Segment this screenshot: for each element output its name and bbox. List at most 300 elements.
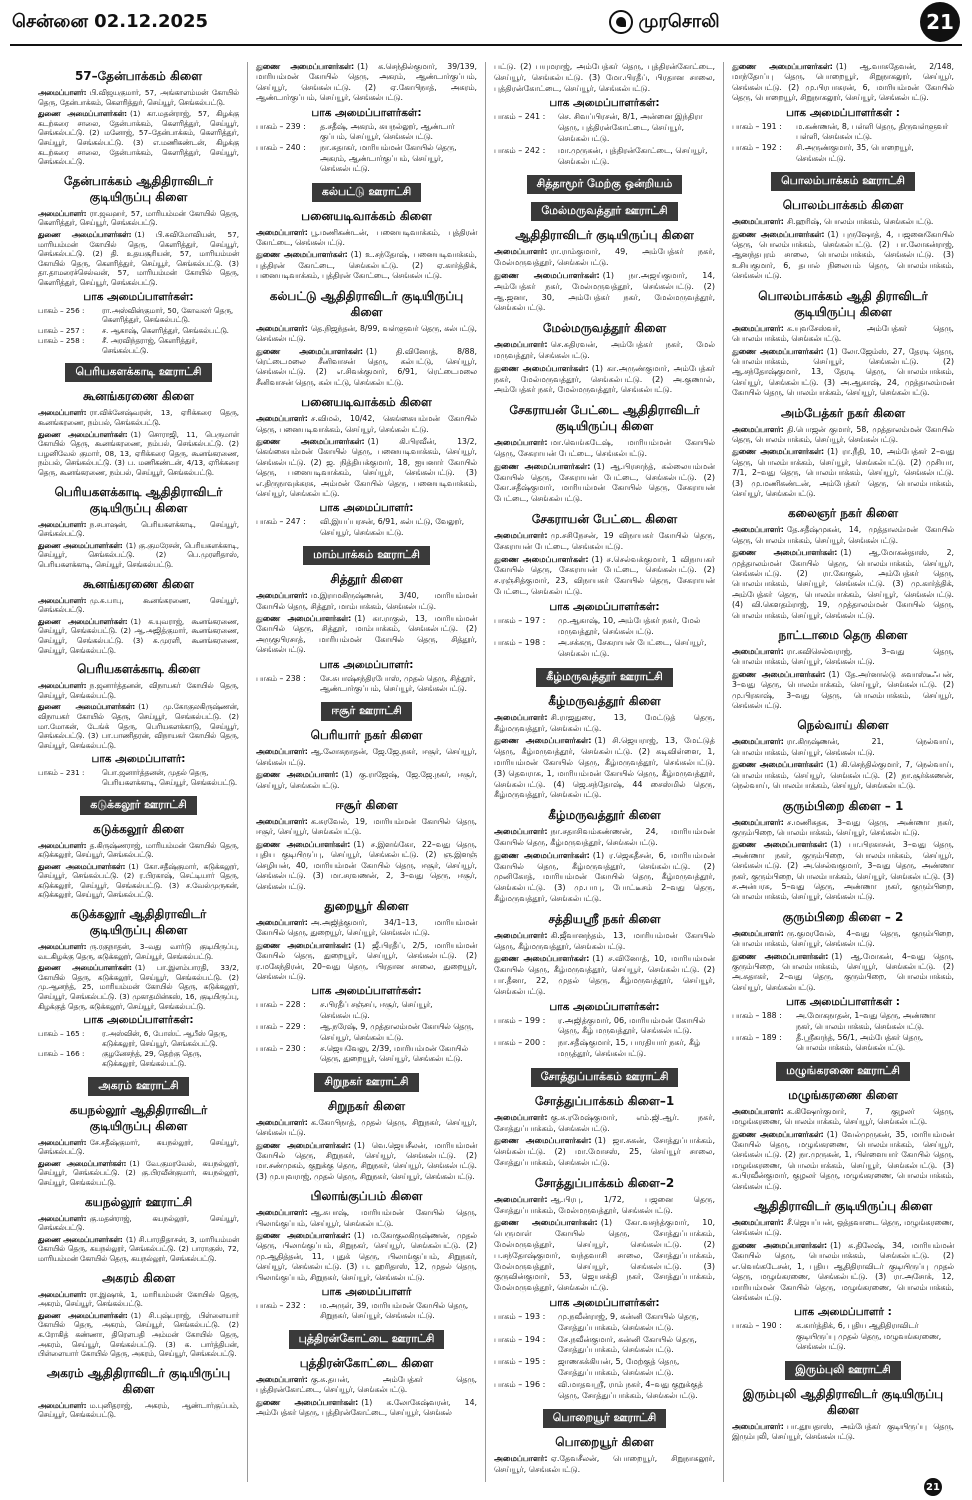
role-label: துணை அமைப்பாளர்கள்: xyxy=(38,1158,127,1168)
branch-heading: பெரியார் நகர் கிளை xyxy=(310,728,423,743)
booth-number: பாகம் – 241 : xyxy=(494,112,546,122)
member-entry xyxy=(732,818,954,839)
member-entry xyxy=(732,324,954,345)
role-label: அமைப்பாளர்: xyxy=(494,247,548,257)
entry-text: (1) சி.புஷ்பராஜ், பிள்ளையார் கோயில் தெரு, அகரம், செய்யூர், செங்கல்பட்டு. (2) க.ரோகித் கண்ணா, திரௌபதி அம்மன் கோயில் தெரு, அகரம், செய்யூர், செங்கல்பட்டு. (3) க. பார்த்திபன், பிள்ளையார் கோயில் தெரு, அகரம், செய்யூர், செங்கல்பட்டு. xyxy=(38,1310,240,1359)
entry-text: பட்டு. (2) பயுமராஜ், அம்பேத்கர் தெரு, புத்திரன்கோட்டை, செய்யூர், செங்கல்பட்டு. (3) மோ.பிரதீப், பிரதான சாலை, புத்திரன்கோட்டை, செய்யூர், செங்கல்பட்டு. xyxy=(494,62,715,93)
entry-text: கு.சு.தயன், அம்பேத்கர் தெரு, புத்திரன்கோட்டை, செய்யூர், செங்கல்பட்டு. xyxy=(256,1374,477,1395)
entry-text: ம.புனிதராஜ், அகரம், ஆண்டார்குப்பம், செய்யூர், செங்கல்பட்டு. xyxy=(38,1400,239,1420)
member-entry xyxy=(38,1311,239,1359)
role-label: அமைப்பாளர்: xyxy=(38,942,87,952)
subheading: பாக அமைப்பாளர்: xyxy=(319,502,414,515)
section-banner: சோத்துப்பாக்கம் ஊராட்சி xyxy=(531,1068,679,1087)
branch-heading: நாட்டாமை தெரு கிளை xyxy=(778,628,908,643)
booth-entry xyxy=(38,1029,239,1048)
subheading: பாக அமைப்பாளர்: xyxy=(319,658,414,671)
booth-text: ஜாணகக்கியன், 5, மேற்குத் தெரு, சோத்துப்பாக்கம், செங்கல்பட்டு. xyxy=(558,1357,680,1377)
member-entry xyxy=(494,1218,715,1294)
booth-entry xyxy=(256,1044,477,1065)
member-entry xyxy=(494,340,715,362)
entry-text: ஆ.பிரபு, 1/72, பஜனை தெரு, சோத்துப்பாக்கம், மேல்மருவத்தூர், செங்கல்பட்டு. xyxy=(494,1194,715,1215)
role-label: அமைப்பாளர்: xyxy=(256,1117,308,1127)
member-entry xyxy=(256,1398,477,1419)
section-banner: கீழ்மருவத்தூர் ஊராட்சி xyxy=(536,668,672,687)
role-label: துணை அமைப்பாளர்கள்: xyxy=(494,554,589,564)
section-banner: மழுங்கரணை ஊராட்சி xyxy=(776,1062,910,1081)
newspaper-name: முரசொலி xyxy=(638,10,720,32)
role-label: அமைப்பாளர்: xyxy=(494,827,548,837)
section-banner: சித்தாமூர் மேற்கு ஒன்றியம் xyxy=(527,175,683,194)
role-label: அமைப்பாளர்: xyxy=(732,323,784,333)
entry-text: (1) ரா.நீதி, 10, அம்பேத்கர் 2–வது தெரு, பொலம்பாக்கம், செய்யூர், செங்கல்பட்டு. (2) முசியா, 7/1, 2–வது தெரு, பொலம்பாக்கம், செய்யூர், செங்கல்பட்டு. (3) மு.மணிகண்டன், அம்பேத்கர் தெரு, பொலம்பாக்கம், செய்யூர், செங்கல்பட்டு. xyxy=(732,447,954,498)
booth-entry xyxy=(256,674,477,695)
branch-heading: ஈசூர் கிளை xyxy=(335,798,398,813)
branch-heading: சித்தூர் கிளை xyxy=(330,572,403,587)
entry-text: ஆ.லோகநாதன், ஜே.ஜே.நகர், ஈசூர், செய்யூர், செங்கல்பட்டு. xyxy=(256,747,477,767)
member-entry xyxy=(38,681,239,700)
member-entry xyxy=(494,713,715,735)
booth-number: பாகம் – 193 : xyxy=(494,1311,546,1321)
entry-text: (1) வே.குமரவேல், கயநல்லூர், செய்யூர், செங்கல்பட்டு. (2) கு.பிரவீன்குமார், கயநல்லூர், செய்யூர், செங்கல்பட்டு. xyxy=(38,1158,239,1187)
branch-heading: கயநல்லூர் ஆதிதிராவிடர் குடியிருப்பு கிளை xyxy=(69,1102,208,1133)
member-entry xyxy=(732,217,954,227)
role-label: அமைப்பாளர்: xyxy=(494,1194,548,1204)
branch-heading: புத்திரன்கோட்டை கிளை xyxy=(299,1355,434,1370)
booth-entry xyxy=(494,1380,715,1402)
member-entry xyxy=(256,614,477,656)
branch-heading: ஆதிதிராவிடர் குடியிருப்பு கிளை xyxy=(753,1199,933,1214)
branch-heading: மேல்மருவத்தூர் கிளை xyxy=(542,321,667,336)
booth-text: ஆ.நரேஷ், 9, முத்தாலம்மன் கோயில் தெரு, செய்யூர், செங்கல்பட்டு. xyxy=(320,1022,474,1042)
booth-text: மு.ஆகாஷ், 10, அம்பேத்கர் நகர், மேல் மருவத்தூர், செங்கல்பட்டு. xyxy=(558,615,701,636)
article-columns xyxy=(10,62,962,1482)
booth-number: பாகம் – 231 : xyxy=(38,768,85,778)
booth-text: ச.ஜெயவேலு, 2/39, மாரியம்மன் கோயில் தெரு, துறையூர், செய்யூர், செங்கல்பட்டு. xyxy=(320,1043,468,1064)
booth-number: பாகம் – 228 : xyxy=(256,1000,306,1010)
role-label: அமைப்பாளர்: xyxy=(38,208,87,218)
section-banner: மாம்பாக்கம் ஊராட்சி xyxy=(303,546,430,565)
branch-heading: சேகராயன் பேட்டை ஆதிதிராவிடர் குடியிருப்பு கிளை xyxy=(509,403,700,434)
booth-entry xyxy=(732,143,954,164)
role-label: அமைப்பாளர்: xyxy=(494,1454,548,1464)
member-entry xyxy=(256,324,477,345)
member-entry xyxy=(732,525,954,546)
role-label: துணை அமைப்பாளர்கள்: xyxy=(494,954,590,964)
booth-number: பாகம் – 199 : xyxy=(494,1015,546,1025)
branch-heading: பெரியகளக்காடி ஆதிதிராவிடர் குடியிருப்பு கிளை xyxy=(54,484,223,515)
role-label: அமைப்பாளர்: xyxy=(256,747,308,757)
entry-text: ரா.விக்னேஷ்வரன், 13, ஏரிக்கரை தெரு, கூனங்கரணை, நம்பல், செங்கல்பட்டு. xyxy=(38,408,239,428)
subheading: பாக அமைப்பாளர்கள்: xyxy=(549,1000,660,1013)
member-entry xyxy=(732,647,954,668)
booth-number: பாகம் – 256 : xyxy=(38,305,85,315)
role-label: துணை அமைப்பாளர்கள்: xyxy=(256,1397,359,1407)
role-label: துணை அமைப்பாளர்கள்: xyxy=(732,447,825,457)
member-entry xyxy=(38,702,239,750)
subheading: பாக அமைப்பாளர்கள் : xyxy=(786,996,900,1009)
member-entry xyxy=(38,1235,239,1264)
booth-number: பாகம் – 191 : xyxy=(732,121,782,131)
booth-number: பாகம் – 229 : xyxy=(256,1022,306,1032)
footer-page-number: 21 xyxy=(924,1478,942,1496)
entry-text: (1) கோ.வசந்த்குமார், 10, பெருமாள் கோயில் தெரு, சோத்துப்பாக்கம், மேல்மருவத்தூர், செய்யூர், செங்கல்பட்டு. (2) ப.சந்தோஷ்குமார், வந்தவாசி சாலை, சோத்துப்பாக்கம், மேல்மருவத்தூர், செய்யூர், செங்கல்பட்டு. (3) குருவின்குமார், 53, ஜெயசக்தி நகர், சோத்துப்பாக்கம், மேல்மருவத்தூர், செங்கல்பட்டு. xyxy=(494,1218,715,1293)
booth-text: ச. ஆகாஷ், கௌரித்துர், செங்கல்பட்டு. xyxy=(102,325,229,335)
booth-number: பாகம் – 166 : xyxy=(38,1049,85,1059)
booth-number: பாகம் – 230 : xyxy=(256,1043,306,1053)
booth-entry xyxy=(38,336,239,355)
branch-heading: கீழ்மருவத்தூர் கிளை xyxy=(548,808,661,823)
booth-text: ர.அஜித்குமார், 06, மாரியம்மன் கோயில் தெரு, கீழ் மருவத்தூர், செங்கல்பட்டு. xyxy=(558,1015,706,1036)
member-entry xyxy=(494,462,715,505)
booth-text: ரா.அஸ்வின்குமார், 50, கோவலர் தெரு, கௌரித்துர், செங்கல்பட்டு. xyxy=(102,305,234,325)
booth-text: தீ.ஸ்ரீகாந்த், 56/1, அம்பேத்கர் தெரு, பொலம்பாக்கம், செங்கல்பட்டு. xyxy=(796,1033,924,1053)
role-label: துணை அமைப்பாளர்கள்: xyxy=(38,861,126,871)
entry-text: (1) சொராஜி, 11, பெருமாள் கோயில் தெரு, கூனங்கரணை, நம்பல், செங்கல்பட்டு. (2) பழனிவேல் குமார், 08, 13, ஏரிக்கரை தெரு, கூனங்கரணை, நம்பல், செங்கல்பட்டு. (3) ப. மணிகண்டன், 4/13, ஏரிக்கரை தெரு, கூனங்கரணை, நம்பல், செய்யூர், செங்கல்பட்டு. xyxy=(38,429,239,478)
subheading: பாக அமைப்பாளர் xyxy=(321,1286,412,1299)
branch-heading: கயநல்லூர் ஊராட்சி xyxy=(84,1194,193,1209)
role-label: துணை அமைப்பாளர்கள்: xyxy=(256,1231,351,1241)
entry-text: (1) லோ.ஜேம்ஸ், 27, தேரடி தெரு, பொலம்பாக்கம், செய்யூர், செங்கல்பட்டு. (2) ஆ.சந்தோஷ்குமார், 13, தேரடி தெரு, பொலம்பாக்கம், செய்யூர், செங்கல்பட்டு. (3) அ.ஆகாஷ், 24, முத்தாலம்மன் கோயில் தெரு, பொலம்பாக்கம், செய்யூர், செங்கல்பட்டு. xyxy=(732,346,954,398)
role-label: துணை அமைப்பாளர்கள்: xyxy=(732,229,825,239)
role-label: துணை அமைப்பாளர்கள்: xyxy=(256,839,351,849)
role-label: அமைப்பாளர்: xyxy=(256,917,308,927)
member-entry xyxy=(256,414,477,435)
entry-text: ந.ஜனார்த்தனன், விநாயகர் கோயில் தெரு, செய்யூர், செங்கல்பட்டு. xyxy=(38,681,239,700)
role-label: அமைப்பாளர்: xyxy=(732,928,784,938)
entry-text: செ.சுதிரவன், அம்பேத்கர் நகர், மேல் மருவத்தூர், செங்கல்பட்டு. xyxy=(494,340,715,360)
member-entry xyxy=(256,1141,477,1183)
booth-text: நா.சுதாகர், மாரியம்மன் கோயில் தெரு, அகரம், ஆண்டார்குப்பம், செய்யூர், செங்கல்பட்டு. xyxy=(320,143,457,174)
member-entry xyxy=(38,942,239,961)
booth-text: ம.அருள், 39, மாரியம்மன் கோயில் தெரு, சிறுநகர், செய்யூர், செங்கல்பட்டு. xyxy=(320,1301,469,1321)
role-label: அமைப்பாளர்: xyxy=(256,414,308,424)
entry-text: ந.சபாஷன், பெரியகளக்காடி, செய்யூர், செங்கல்பட்டு. xyxy=(38,519,239,539)
entry-text: நா.சதாசிவம்கண்ணன், 24, மாரியம்மன் கோயில் தெரு, கீழ்மருவத்தூர், செங்கல்பட்டு. xyxy=(494,827,715,848)
branch-heading: பனையடிவாக்கம் கிளை xyxy=(301,208,432,223)
booth-entry xyxy=(256,517,477,538)
entry-text: (1) கு.குமரேசன், பெரியகளக்காடி, செய்யூர், செங்கல்பட்டு. (2) பெ.முரளிதாஸ், பெரியகளக்காடி, செய்யூர், செங்கல்பட்டு. xyxy=(38,540,239,569)
entry-text: (1) ச.செல்வக்குமார், 1 விநாயகர் கோயில் தெரு, சேகராயன் பேட்டை, செங்கல்பட்டு. (2) ச.ரஞ்சித்குமார், 23, விநாயகர் கோயில் தெரு, சேகராயன் பேட்டை, செங்கல்பட்டு. xyxy=(494,554,715,596)
column-2 xyxy=(248,62,486,1482)
member-entry xyxy=(732,548,954,621)
member-entry xyxy=(732,1130,954,1192)
member-entry xyxy=(732,62,954,104)
section-banner: புத்திரன்கோட்டை ஊராட்சி xyxy=(289,1330,445,1349)
booth-number: பாகம் – 240 : xyxy=(256,143,306,153)
branch-heading: சோத்துப்பாக்கம் கிளை–1 xyxy=(534,1093,675,1108)
entry-text: தெ.நிஜந்தன், 8/99, வள்ளுவர் தெரு, கல்பட்டு, செங்கல்பட்டு. xyxy=(256,323,477,344)
booth-entry xyxy=(256,1000,477,1021)
role-label: துணை அமைப்பாளர்கள்: xyxy=(494,1136,592,1146)
booth-number: பாகம் – 188 : xyxy=(732,1011,782,1021)
member-entry xyxy=(38,841,239,860)
booth-entry xyxy=(256,122,477,143)
entry-text: சே.சதீஷ்குமார், கயநல்லூர், செய்யூர், செங்கல்பட்டு. xyxy=(38,1137,239,1157)
role-label: அமைப்பாளர்: xyxy=(38,408,87,418)
entry-text: ரா.இஷாக், 1, மாரியம்மன் கோயில் தெரு, அகரம், செய்யூர், செங்கல்பட்டு. xyxy=(38,1289,239,1309)
entry-text: ரா.ராம்குமார், 49, அம்பேத்கர் நகர், மேல்மருவத்தூர், செங்கல்பட்டு. xyxy=(494,247,715,268)
booth-number: பாகம் – 247 : xyxy=(256,517,306,527)
subheading: பாக அமைப்பாளர்கள்: xyxy=(311,985,422,998)
booth-entry xyxy=(494,1335,715,1357)
member-entry xyxy=(494,736,715,801)
entry-text: (1) ர.ஜெகதீசன், 6, மாரியம்மன் கோயில் தெரு, கீழ்மருவத்தூர், செங்கல்பட்டு. (2) முனிகோத், மாரியம்மன் கோயில் தெரு, கீழ்மருவத்தூர், செங்கல்பட்டு. (3) மு.பாபு, போட்டீசம் 2–வது தெரு, கீழ்மருவத்தூர், செங்கல்பட்டு. xyxy=(494,850,716,904)
subheading: பாக அமைப்பாளர்கள்: xyxy=(83,290,194,303)
booth-number: பாகம் – 192 : xyxy=(732,143,782,153)
member-entry xyxy=(38,109,239,167)
member-entry xyxy=(494,1136,715,1168)
entry-text: க.யுவசேஸ்வர், அம்பேத்கர் தெரு, பொலம்பாக்கம், செங்கல்பட்டு. xyxy=(732,323,954,344)
member-entry xyxy=(256,840,477,892)
member-entry xyxy=(732,347,954,399)
booth-text: ம.கண்ணன், 8, பள்ளி தெரு, திருவள்ளுவர் பள்ளி, செங்கல்பட்டு. xyxy=(796,121,949,142)
booth-number: பாகம் – 232 : xyxy=(256,1301,306,1311)
member-entry xyxy=(256,770,477,791)
member-entry xyxy=(494,1454,715,1476)
entry-text: (1) சி.பாரதிதாசன், 3, மாரியம்மன் கோயில் தெரு, கயநல்லூர், செங்கல்பட்டு. (2) பாராகுஸ், 72, மாரியம்மன் கோயில் தெரு, கயநல்லூர், செங்கல்பட்டு. xyxy=(38,1234,239,1263)
branch-heading: கலைஞர் நகர் கிளை xyxy=(787,506,899,521)
entry-text: (1) பி.சுவிமோவியன், 57, மாரியம்மன் கோயில் தெரு, கௌரித்துர், செய்யூர், செங்கல்பட்டு. (2) தி. உதயசூரியன், 57, மாரியம்மன் கோயில் தெரு, கௌரித்துர், செய்யூர், செங்கல்பட்டு. (3) தா.தாமரைச்செல்வன், 57, மாரியம்மன் கோயில் தெரு, கௌரித்துர், செய்யூர், செங்கல்பட்டு. xyxy=(38,229,239,287)
column-3 xyxy=(486,62,724,1482)
booth-text: பொ.ஜனார்த்தனன், முதல் தெரு, பெரியகளக்காடி, செய்யூர், செங்கல்பட்டு. xyxy=(102,768,238,787)
section-banner: பெரியகளக்காடி ஊராட்சி xyxy=(65,363,211,382)
booth-entry xyxy=(38,326,239,336)
section-banner: கடுக்கலூர் ஊராட்சி xyxy=(80,796,197,815)
entry-text: சீ.ஜெயப்பன், ஒத்தவாடை தெரு, மழுங்கரணை, செங்கல்பட்டு. xyxy=(732,1218,954,1238)
role-label: அமைப்பாளர்: xyxy=(494,930,548,940)
branch-heading: ஆதிதிராவிடர் குடியிருப்பு கிளை xyxy=(515,228,694,243)
subheading: பாக அமைப்பாளர்கள்: xyxy=(549,1296,660,1309)
role-label: துணை அமைப்பாளர்கள்: xyxy=(256,436,365,446)
section-banner: அகரம் ஊராட்சி xyxy=(88,1077,188,1096)
role-label: அமைப்பாளர்: xyxy=(38,88,87,97)
role-label: அமைப்பாளர்: xyxy=(732,525,784,535)
masthead xyxy=(10,0,962,46)
branch-heading: பெரியகளக்காடி கிளை xyxy=(76,662,201,677)
booth-entry xyxy=(256,1301,477,1322)
member-entry xyxy=(732,1107,954,1128)
role-label: அமைப்பாளர்: xyxy=(38,1137,87,1147)
member-entry xyxy=(256,817,477,838)
role-label: துணை அமைப்பாளர்: xyxy=(256,770,339,780)
entry-text: பா.தூயதாஸ், அம்பேத்கர் குடியிருப்பு தெரு, இரும்புலி, செய்யூர், செங்கல்பட்டு. xyxy=(732,1421,954,1441)
section-banner: கல்பட்டு ஊராட்சி xyxy=(312,183,421,202)
role-label: அமைப்பாளர்: xyxy=(256,227,308,237)
booth-entry xyxy=(732,1011,954,1032)
branch-heading: சத்தியஸ்ரீ நகர் கிளை xyxy=(548,911,661,926)
entry-text: (1) க.திலேஷ், 34, மாரியம்மன் கோயில் தெரு, பொலம்பாக்கம், செங்கல்பட்டு. (2) எ.வெங்கடேசன், 1, புதிய ஆதிதிராவிடர் குடியிருப்பு முதல் தெரு, மழுங்கரணை, செங்கல்பட்டு. (3) ரா.அசோக், 12, மாரியம்மன் கோயில் தெரு, மழுங்கரணை, பொலம்பாக்கம், செங்கல்பட்டு. xyxy=(732,1240,954,1302)
member-entry xyxy=(494,62,715,94)
role-label: அமைப்பாளர்: xyxy=(256,1374,308,1384)
booth-entry xyxy=(494,1357,715,1379)
booth-entry xyxy=(38,306,239,325)
entry-text: க.கிஷோர்குமார், 7, குழலர் தெரு, மழுங்கரணை, பொலம்பாக்கம், செய்யூர், செங்கல்பட்டு. xyxy=(732,1106,954,1127)
entry-text: ரு.ரகுநாதன், 3–வது வார்டு குடியிருப்பு, வடகிழக்கு தெரு, கடுக்கலூர், செய்யூர், செங்கல்பட்டு. xyxy=(38,942,239,961)
booth-number: பாகம் – 195 : xyxy=(494,1357,546,1367)
branch-heading: தேன்பாக்கம் ஆதிதிராவிடர் குடியிருப்பு கிளை xyxy=(63,173,214,204)
column-1 xyxy=(10,62,248,1482)
booth-entry xyxy=(494,112,715,144)
entry-text: க.சுரவேல், 19, மாரியம்மன் கோயில் தெரு, ஈசூர், செய்யூர், செங்கல்பட்டு. xyxy=(256,817,477,837)
entry-text: மா.வெங்கடேஷ், மாரியம்மன் கோயில் தெரு, சேகராயன் பேட்டை, செங்கல்பட்டு. xyxy=(494,438,715,458)
member-entry xyxy=(38,209,239,228)
role-label: துணை அமைப்பாளர்கள்: xyxy=(38,429,128,439)
booth-text: மு.நவீன்ராஜ், 9, கன்னி கோயில் தெரு, சோத்துப்பாக்கம், செங்கல்பட்டு. xyxy=(558,1311,699,1332)
branch-heading: பிலாங்குப்பம் கிளை xyxy=(310,1189,423,1204)
branch-heading: பொறையூர் கிளை xyxy=(555,1435,654,1450)
role-label: அமைப்பாளர்: xyxy=(732,817,784,827)
member-entry xyxy=(494,1195,715,1217)
member-entry xyxy=(38,596,239,615)
member-entry xyxy=(256,918,477,939)
member-entry xyxy=(256,347,477,389)
booth-number: பாகம் – 196 : xyxy=(494,1379,546,1389)
member-entry xyxy=(38,617,239,655)
member-entry xyxy=(38,963,239,1011)
member-entry xyxy=(732,737,954,758)
entry-text: (1) வெ.ஜெயசீலன், மாரியம்மன் கோயில் தெரு, சிறுநகர், செய்யூர், செங்கல்பட்டு. (2) மா.சண்முகம், குறுக்கு தெரு, சிறுநகர், செய்யூர், செங்கல்பட்டு. (3) மு.யுவராஜ், முதல் தெரு, சிறுநகர், செய்யூர், செங்கல்பட்டு. xyxy=(256,1140,477,1181)
booth-text: க.கார்த்திக், 6, புதிய ஆதிதிராவிடர் குடியிருப்பு முதல் தெரு, மழுவங்கரணை, செங்கல்பட்டு. xyxy=(796,1321,942,1352)
newspaper-logo-icon xyxy=(609,10,633,34)
booth-entry xyxy=(38,768,239,787)
branch-heading: அம்பேத்கர் நகர் கிளை xyxy=(780,405,906,420)
entry-text: (1) பா.இளம்பாரதி, 33/2, கோயில் தெரு, கடுக்கலூர், செய்யூர், செங்கல்பட்டு. (2) மு.ஆனந்த், 25, மாரியம்மன் கோயில் தெரு, கடுக்கலூர், செய்யூர், செங்கல்பட்டு. (3) முகாதமின்கஸ், 16, குடியிருப்பு, கிழக்குத் தெரு, கடுக்கலூர், செய்யூர், செங்கல்பட்டு. xyxy=(38,963,239,1011)
booth-text: ச.பிரதீப் சஞ்சய், ஈசூர், செய்யூர், செங்கல்பட்டு. xyxy=(320,1000,433,1020)
subheading: பாக அமைப்பாளர்கள் : xyxy=(786,106,900,119)
branch-heading: 57–தேன்பாக்கம் கிளை xyxy=(74,69,203,83)
booth-number: பாகம் – 189 : xyxy=(732,1033,782,1042)
booth-text: நா.சதீஷ்குமார், 15, பாரதியார் நகர், கீழ் மருத்தூர், செங்கல்பட்டு. xyxy=(558,1038,701,1059)
role-label: அமைப்பாளர்: xyxy=(494,1112,548,1122)
booth-number: பாகம் – 238 : xyxy=(256,673,306,683)
member-entry xyxy=(494,271,715,314)
booth-text: குழனேசந்த், 29, தெற்கு தெரு, கடுக்கலூர், செங்கல்பட்டு. xyxy=(102,1049,202,1068)
entry-text: ம.இராமகிருஷ்ணன், 3/40, மாரியம்மன் கோயில் தெரு, சித்தூர், மாம்பாக்கம், செங்கல்பட்டு. xyxy=(256,591,477,611)
branch-heading: சிறுநகர் கிளை xyxy=(327,1098,406,1113)
subheading: பாக அமைப்பாளர்கள்: xyxy=(83,1014,194,1027)
branch-heading: சேகராயன் பேட்டை கிளை xyxy=(531,511,678,526)
booth-text: த.சதீஷ், அகரம், கயநல்லூர், ஆண்டார் குப்பம், செய்யூர், செங்கல்பட்டு. xyxy=(320,121,455,142)
booth-text: சே.நவீன்குமார், கன்னி கோயில் தெரு, சோத்துப்பாக்கம், செங்கல்பட்டு. xyxy=(558,1334,697,1355)
booth-text: அ.மோகநாதன், 1–வது தெரு, அண்ணா நகர், பொலம்பாக்கம், செங்கல்பட்டு. xyxy=(796,1011,936,1031)
branch-heading: துறையூர் கிளை xyxy=(324,898,409,913)
entry-text: தி.பொஜன் குமார், 58, முத்தாலம்மன் கோயில் தெரு, பொலம்பாக்கம், செய்யூர், செங்கல்பட்டு. xyxy=(732,424,954,444)
member-entry xyxy=(732,230,954,282)
booth-text: மா.முருகன், புத்திரன்கோட்டை, செய்யூர், செங்கல்பட்டு. xyxy=(558,145,708,166)
entry-text: ச.மணிசுதக, 3–வது தெரு, அண்ணா நகர், குரும்பிறை, பொலம்பாக்கம், செய்யூர், செங்கல்பட்டு. xyxy=(732,817,954,837)
entry-text: ஏ.தேவசீலன், பொறையூர், சிறுநாகலூர், செய்யூர், செங்கல்பட்டு. xyxy=(494,1454,715,1475)
role-label: துணை அமைப்பாளர்கள்: xyxy=(256,1140,351,1150)
entry-text: (1) ஆ.மோகன், 4–வது தெரு, குரும்பிறை, பொலம்பாக்கம், செய்யூர், செங்கல்பட்டு. (2) அ.சுதாகர், 2–வது தெரு, குரும்பிறை, பொலம்பாக்கம், செய்யூர், செங்கல்பட்டு. xyxy=(732,951,954,992)
role-label: அமைப்பாளர்: xyxy=(38,681,87,691)
member-entry xyxy=(38,520,239,539)
role-label: அமைப்பாளர்: xyxy=(256,591,308,601)
branch-heading: கடுக்கலூர் ஆதிதிராவிடர் குடியிருப்பு கிளை xyxy=(70,907,207,938)
booth-text: சீ. அரவிந்தராஜ், கௌரித்துர், செங்கல்பட்டு. xyxy=(102,336,198,355)
role-label: அமைப்பாளர்: xyxy=(256,817,308,827)
entry-text: (1) சி.ஜெயராஜ், 13, மேட்டுத் தெரு, கீழ்மருவத்தூர், செங்கல்பட்டு. (2) கடிவிள்ளை, 1, மாரியம்மன் கோயில் தெரு, கீழ்மருவத்தூர், செங்கல்பட்டு. (3) தெவராசு, 1, மாரியம்மன் கோயில் தெரு, கீழ்மருவத்தூர், செங்கல்பட்டு. (4) ஜெ.சந்தோஷ், 44 சைஸ்மில் தெரு, கீழ்மருவத்தூர், செங்கல்பட்டு. xyxy=(494,736,715,800)
member-entry xyxy=(256,1231,477,1283)
role-label: துணை அமைப்பாளர்கள்: xyxy=(256,346,363,356)
member-entry xyxy=(38,1159,239,1188)
entry-text: (1) மு.கோகுலகிருஷ்ணன், விநாயகர் கோயில் தெரு, செய்யூர், செங்கல்பட்டு. (2) மா.மோகன், டேங்க் தெரு, பெரியகளக்காடு, செய்யூர், செங்கல்பட்டு. (3) பா.பாணிதரன், விநாயகர் கோயில் தெரு, செய்யூர், செங்கல்பட்டு. xyxy=(38,702,239,750)
section-banner: ஈசூர் ஊராட்சி xyxy=(321,702,412,721)
branch-heading: குரும்பிறை கிளை – 2 xyxy=(782,909,904,924)
role-label: அமைப்பாளர்: xyxy=(732,217,784,227)
role-label: துணை அமைப்பாளர்கள்: xyxy=(494,736,592,746)
booth-entry xyxy=(494,1038,715,1060)
role-label: துணை அமைப்பாளர்கள்: xyxy=(494,1218,598,1228)
entry-text: மு.சசிநேசன், 19 விநாயகர் கோயில் தெரு, சேகராயன் பேட்டை, செங்கல்பட்டு. xyxy=(494,530,715,551)
member-entry xyxy=(732,447,954,499)
section-banner: சிறுநகர் ஊராட்சி xyxy=(314,1073,418,1092)
role-label: துணை அமைப்பாளர்கள்: xyxy=(732,840,828,850)
booth-number: பாகம் – 194 : xyxy=(494,1334,546,1344)
entry-text: (1) கி.செந்தில்குமார், 7, நெல்வாய், பொலம்பாக்கம், செய்யூர், செங்கல்பட்டு. (2) நா.சூர்க்கணன், நெல்வாய், பொலம்பாக்கம், செய்யூர், செங்கல்பட்டு. xyxy=(732,760,954,791)
entry-text: (1) தி.வினோத், 8/88, ரெட்டைமலை சீனிவாசன் தெரு, கல்பட்டு, செய்யூர், செங்கல்பட்டு. (2) எ.சிவக்குமார், 6/91, ரெட்டைமலை சீனிவாசன் தெரு, கல்பட்டு, செங்கல்பட்டு. xyxy=(256,346,477,387)
booth-entry xyxy=(732,1033,954,1054)
entry-text: (1) ஆ.பிரசாந்த், கல்லையம்மன் கோயில் தெரு, சேகராயன் பேட்டை, செங்கல்பட்டு. (2) கோ.சதீஷ்குமார், மாரியம்மன் கோயில் தெரு, சேகராயன் பேட்டை, செங்கல்பட்டு. xyxy=(494,461,715,504)
role-label: அமைப்பாளர்: xyxy=(494,530,548,540)
role-label: துணை அமைப்பாளர்கள்: xyxy=(732,1240,828,1250)
member-entry xyxy=(494,531,715,553)
entry-text: (1) ஆ.மோகன்தாஸ், 2, முத்தாலம்மன் கோயில் தெரு, பொலம்பாக்கம், செய்யூர், செங்கல்பட்டு. (2) ரா.கோகுல், அம்பேத்கர் தெரு, பொலம்பாக்கம், செய்யூர், செங்கல்பட்டு. (3) மு.கார்த்திக், அம்பேத்கர் தெரு, பொலம்பாக்கம், செய்யூர், செங்கல்பட்டு. (4) வி.கௌதம்ராஜ், 19, முத்தாலம்மன் கோயில் தெரு, பொலம்பாக்கம், செய்யூர், செங்கல்பட்டு. xyxy=(732,548,954,620)
role-label: அமைப்பாளர்: xyxy=(494,438,548,448)
member-entry xyxy=(494,851,715,905)
entry-text: (1) ச.வினோத், 10, மாரியம்மன் கோயில் தெரு, கீழ்மருவத்தூர், செய்யூர், செங்கல்பட்டு. (2) பா.தீனா, 22, முதல் தெரு, கீழ்மருவத்தூர், செய்யூர், செங்கல்பட்டு. xyxy=(494,954,715,996)
branch-heading: பனையடிவாக்கம் கிளை xyxy=(301,395,432,410)
section-banner: பொறையூர் ஊராட்சி xyxy=(543,1409,667,1428)
member-entry xyxy=(38,1290,239,1309)
branch-heading: இரும்புலி ஆதிதிராவிடர் குடியிருப்பு கிளை xyxy=(742,1386,944,1417)
subheading: பாக அமைப்பாளர் : xyxy=(794,1306,892,1319)
page-number-badge: 21 xyxy=(920,2,960,42)
entry-text: பூ.மணிகண்டன், பனையடிவாக்கம், புத்திரன் கோட்டை, செங்கல்பட்டு. xyxy=(256,227,477,248)
member-entry xyxy=(732,670,954,712)
entry-text: சி.ராஜதுரை, 13, மேட்டுத் தெரு, கீழ்மருவத்தூர், செங்கல்பட்டு. xyxy=(494,712,715,733)
member-entry xyxy=(494,555,715,598)
booth-text: சி.அருண்குமார், 35, பொறையூர், செங்கல்பட்டு. xyxy=(796,143,914,163)
member-entry xyxy=(494,931,715,953)
member-entry xyxy=(256,941,477,983)
dateline: சென்னை 02.12.2025 xyxy=(12,10,209,32)
branch-heading: கீழ்மருவத்தூர் கிளை xyxy=(548,693,661,708)
role-label: அமைப்பாளர்: xyxy=(732,737,784,747)
member-entry xyxy=(38,1214,239,1233)
role-label: துணை அமைப்பாளர்கள்: xyxy=(256,614,352,623)
entry-text: சி.ஹரிஷ், பொலம்பாக்கம், செங்கல்பட்டு. xyxy=(786,217,934,227)
booth-number: பாகம் – 200 : xyxy=(494,1038,546,1048)
entry-text: கி.ஜீவானந்தம், 13, மாரியம்மன் கோயில் தெரு, கீழ்மருவத்தூர், செங்கல்பட்டு. xyxy=(494,930,715,951)
member-entry xyxy=(38,230,239,288)
booth-text: வி.மாதவஸ்ரீ, ராம் நகர், 4–வது குறுக்குத் தெரு, சோத்துப்பாக்கம், செங்கல்பட்டு. xyxy=(558,1379,703,1400)
member-entry xyxy=(494,1113,715,1135)
booth-number: பாகம் – 242 : xyxy=(494,145,546,155)
role-label: துணை அமைப்பாளர்கள்: xyxy=(256,250,348,260)
branch-heading: நெல்வாய் கிளை xyxy=(797,718,889,733)
booth-text: வி.இயப்பரசன், 6/91, கல்பட்டு, வேலூர், செய்யூர், செங்கல்பட்டு. xyxy=(320,517,465,537)
booth-number: பாகம் – 257 : xyxy=(38,325,85,335)
role-label: துணை அமைப்பாளர்கள்: xyxy=(256,940,352,950)
role-label: துணை அமைப்பாளர்கள்: xyxy=(494,461,591,471)
member-entry xyxy=(494,364,715,396)
role-label: அமைப்பாளர்: xyxy=(38,840,87,850)
member-entry xyxy=(256,1208,477,1229)
entry-text: மு.சு.பாபு, கூனங்கரணை, செய்யூர், செங்கல்பட்டு. xyxy=(38,595,239,615)
member-entry xyxy=(38,1401,239,1420)
role-label: துணை அமைப்பாளர்கள்: xyxy=(256,62,355,71)
subheading: பாக அமைப்பாளர்கள்: xyxy=(549,600,660,613)
